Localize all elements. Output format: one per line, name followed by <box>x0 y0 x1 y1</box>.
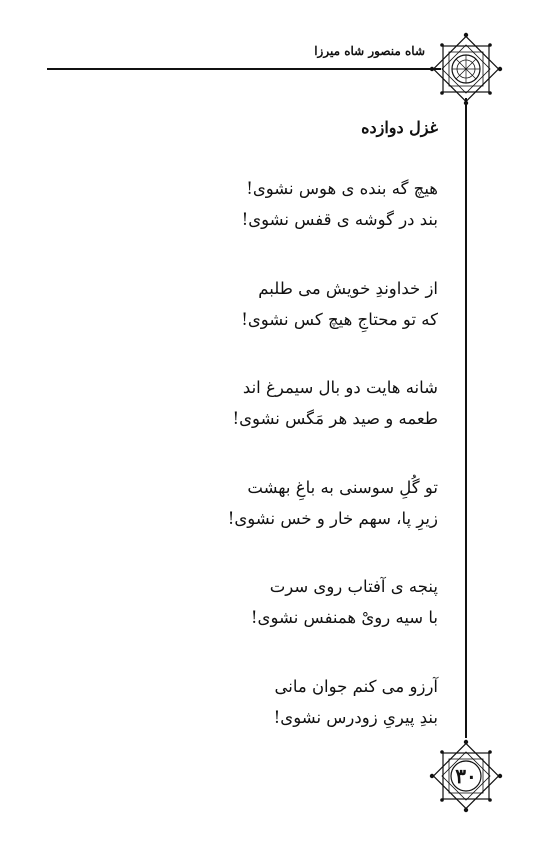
stanza <box>108 273 438 335</box>
verse-line: بند در گوشه ی قفس نشوی! <box>241 210 438 229</box>
star-ornament-icon <box>428 31 504 107</box>
verse-line: از خداوندِ خویش می طلبم <box>258 278 438 298</box>
verse-line: شانه هایت دو بال سیمرغ اند <box>242 378 438 397</box>
stanza <box>108 472 438 534</box>
verse-line: بندِ پیریِ زودرس نشوی! <box>273 707 438 727</box>
verse-line: پنجه ی آفتاب روی سرت <box>269 577 438 596</box>
poem <box>108 115 438 770</box>
stanza <box>108 671 438 733</box>
running-header-title: شاه منصور شاه میرزا <box>314 44 425 58</box>
verse-line: تو گُلِ سوسنی به باغِ بهشت <box>247 477 438 497</box>
verse-line: زیرِ پا، سهم خار و خس نشوی! <box>227 508 438 528</box>
verse-line: طعمه و صید هر مَگس نشوی! <box>232 409 438 428</box>
verse-line: که تو محتاجِ هیچ کس نشوی! <box>241 309 438 329</box>
stanza <box>108 372 438 434</box>
stanza <box>108 173 438 235</box>
poem-title: غزل دوازده <box>361 118 438 137</box>
header-rule <box>47 68 441 70</box>
verse-line: هیچ گه بنده ی هوس نشوی! <box>246 179 438 198</box>
stanza <box>108 571 438 633</box>
verse-line: آرزو می کنم جوان مانی <box>274 676 438 696</box>
verse-line: با سیه رویْ همنفس نشوی! <box>250 608 438 627</box>
side-rule <box>465 98 467 738</box>
page-number: ۳۰ <box>455 764 477 788</box>
